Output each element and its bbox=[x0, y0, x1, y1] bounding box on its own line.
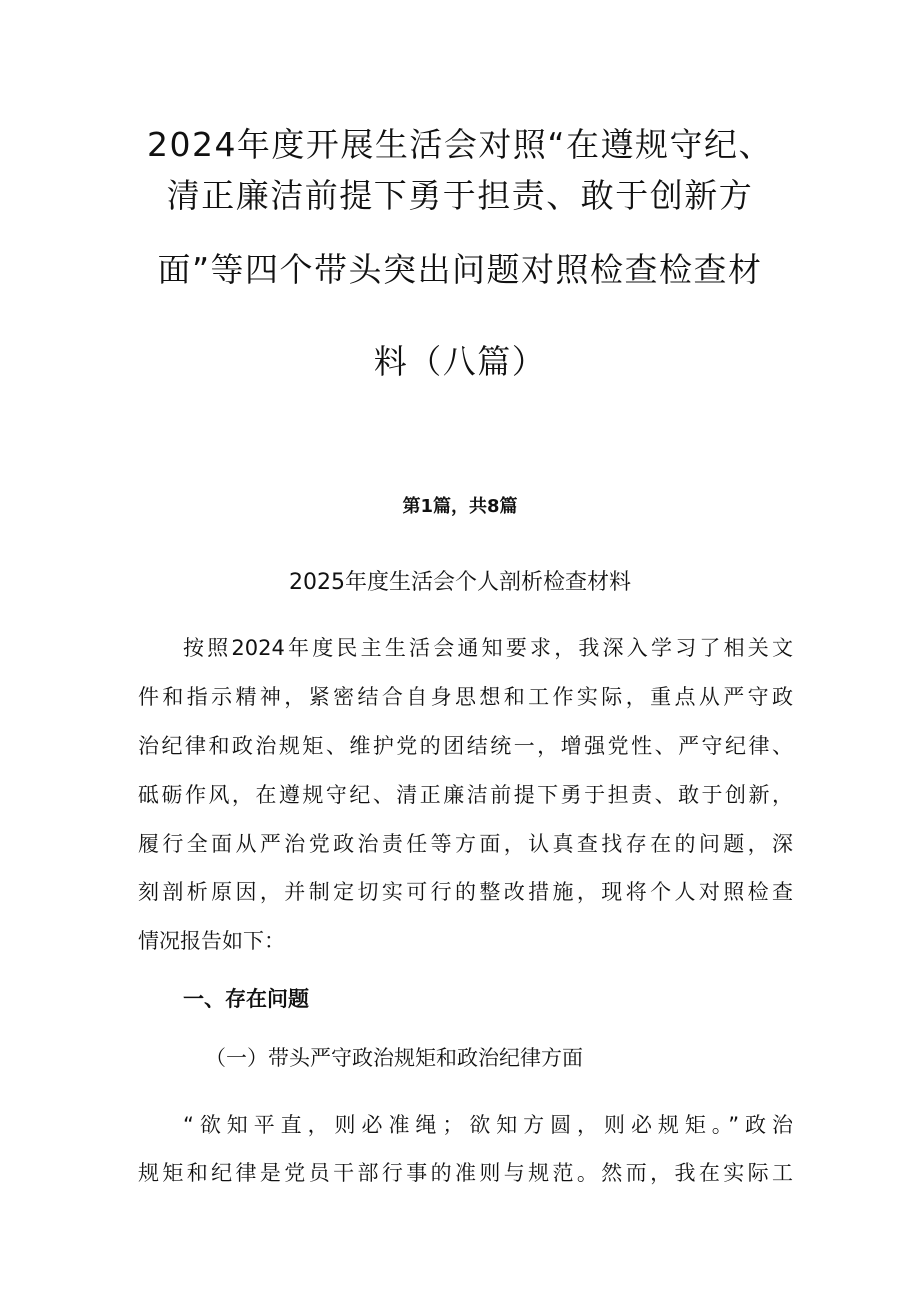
document-title-line-3: 面”等四个带头突出问题对照检查检查材 bbox=[157, 250, 763, 289]
sub-heading: （一）带头严守政治规矩和政治纪律方面 bbox=[205, 1046, 583, 1070]
intro-paragraph-line: 件和指示精神，紧密结合自身思想和工作实际，重点从严守政 bbox=[138, 685, 793, 709]
part-counter: 第1篇，共8篇 bbox=[402, 496, 518, 517]
intro-paragraph-line: 按照2024年度民主生活会通知要求，我深入学习了相关文 bbox=[183, 636, 793, 660]
intro-paragraph-line: 履行全面从严治党政治责任等方面，认真查找存在的问题，深 bbox=[138, 832, 793, 856]
body-paragraph-line: 规矩和纪律是党员干部行事的准则与规范。然而，我在实际工 bbox=[138, 1161, 793, 1185]
document-subtitle: 2025年度生活会个人剖析检查材料 bbox=[289, 570, 631, 595]
body-paragraph-line: “欲知平直，则必准绳；欲知方圆，则必规矩。”政治 bbox=[183, 1113, 793, 1137]
document-title-line-2: 清正廉洁前提下勇于担责、敢于创新方 bbox=[166, 176, 754, 215]
document-title-line-1: 2024年度开展生活会对照“在遵规守纪、 bbox=[146, 125, 774, 164]
intro-paragraph-line: 治纪律和政治规矩、维护党的团结统一，增强党性、严守纪律、 bbox=[138, 734, 793, 758]
intro-paragraph-line: 刻剖析原因，并制定切实可行的整改措施，现将个人对照检查 bbox=[138, 880, 793, 904]
document-title-line-4: 料（八篇） bbox=[373, 342, 547, 381]
intro-paragraph-line: 情况报告如下： bbox=[138, 929, 285, 953]
intro-paragraph-line: 砥砺作风，在遵规守纪、清正廉洁前提下勇于担责、敢于创新， bbox=[138, 783, 793, 807]
section-heading: 一、存在问题 bbox=[183, 987, 309, 1011]
